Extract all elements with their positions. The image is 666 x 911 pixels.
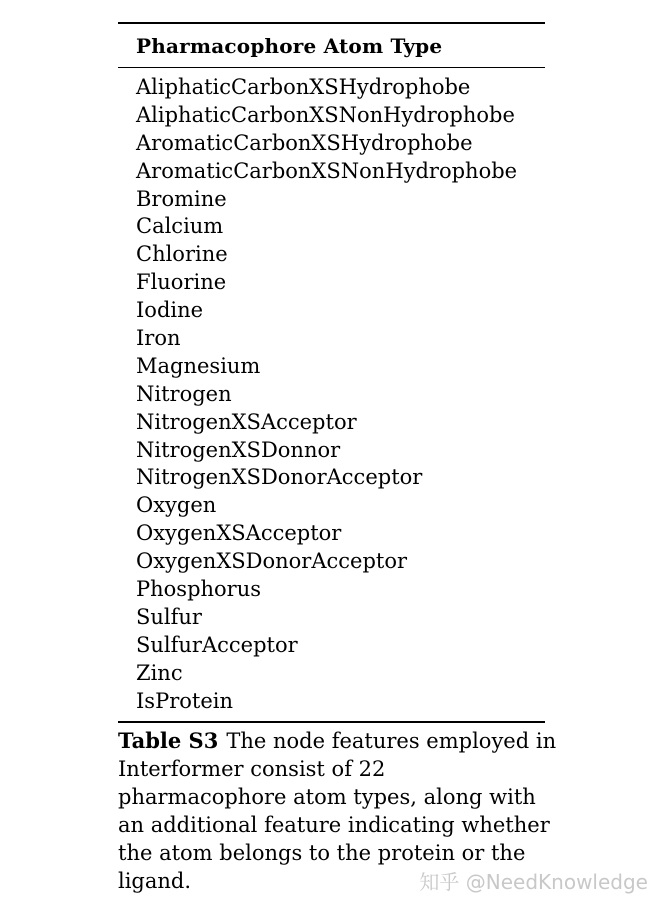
table-row: AromaticCarbonXSNonHydrophobe: [136, 158, 518, 183]
table-row: Sulfur: [136, 604, 202, 629]
table-row: Oxygen: [136, 493, 217, 518]
caption-text: The node features employed in Interformer consist of 22 pharmacophore atom types, along with an additional feature indicating whether the atom belongs to the protein or the ligand.: [118, 729, 557, 893]
table-header: Pharmacophore Atom Type: [136, 33, 443, 58]
table-bottom-rule: [118, 721, 545, 723]
table-row: NitrogenXSAcceptor: [136, 409, 357, 434]
table-row: Chlorine: [136, 242, 228, 267]
table-row: NitrogenXSDonorAcceptor: [136, 465, 423, 490]
table-row: AliphaticCarbonXSHydrophobe: [136, 75, 471, 99]
caption-label: Table S3: [118, 728, 219, 753]
table-row: Fluorine: [136, 270, 227, 295]
table-row: AliphaticCarbonXSNonHydrophobe: [136, 102, 515, 127]
table-row: Iron: [136, 326, 181, 351]
table-row: NitrogenXSDonnor: [136, 437, 341, 462]
table-row: Zinc: [136, 660, 183, 685]
table-row: IsProtein: [136, 688, 233, 713]
table-row: OxygenXSDonorAcceptor: [136, 549, 408, 574]
watermark: 知乎 @NeedKnowledge: [419, 870, 648, 894]
atom-type-table: [118, 22, 545, 723]
table-row: SulfurAcceptor: [136, 632, 298, 657]
table-row: Calcium: [136, 214, 224, 239]
table-body: [118, 68, 545, 721]
table-row: OxygenXSAcceptor: [136, 521, 342, 546]
table-row: Bromine: [136, 186, 227, 211]
table-row: AromaticCarbonXSHydrophobe: [136, 130, 473, 155]
table-row: Magnesium: [136, 353, 261, 378]
table-row: Phosphorus: [136, 577, 262, 602]
table-row: Nitrogen: [136, 381, 232, 406]
table-row: Iodine: [136, 298, 204, 323]
